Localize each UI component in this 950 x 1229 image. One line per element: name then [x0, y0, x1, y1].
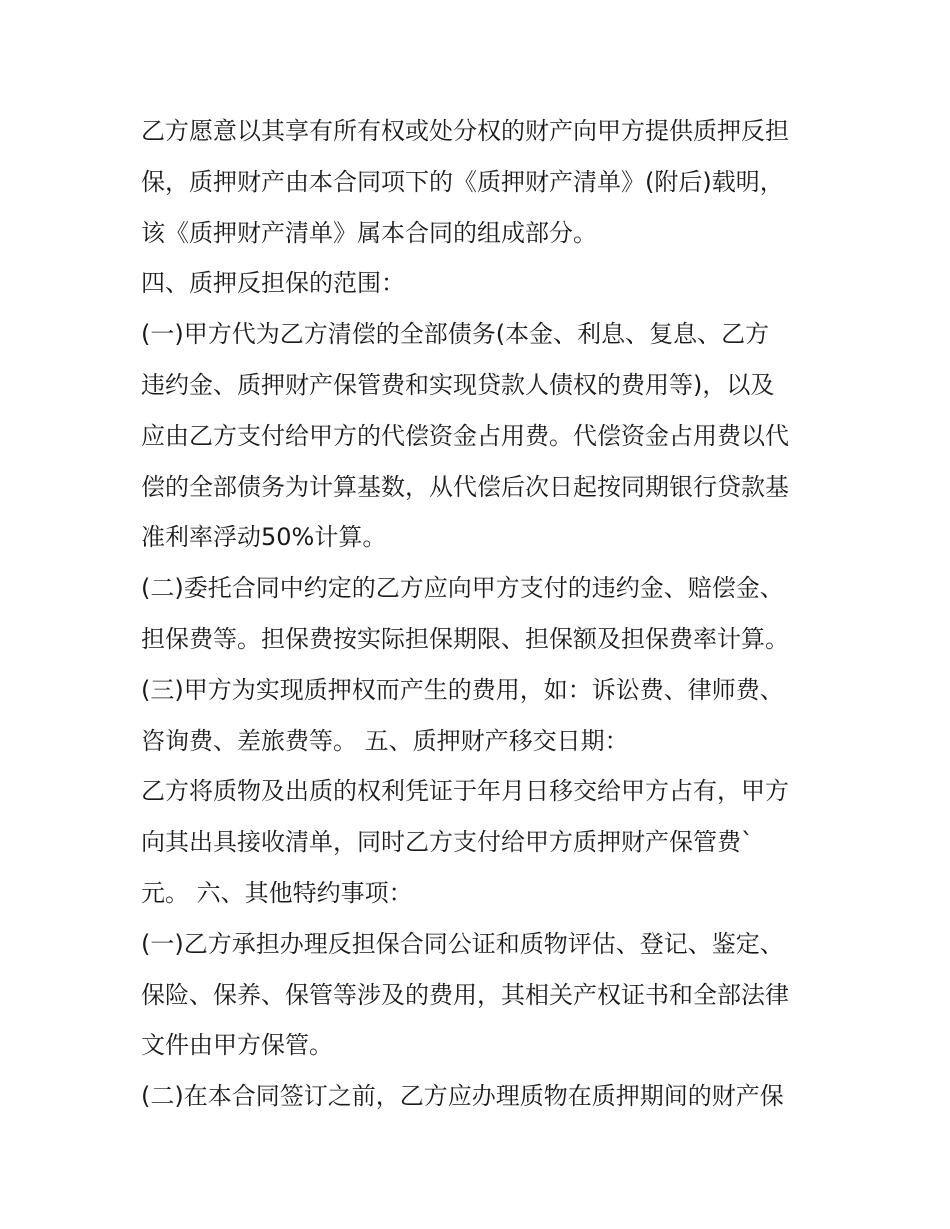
text-line-7: 应由乙方支付给甲方的代偿资金占用费。代偿资金占用费以代: [141, 421, 789, 450]
text-line-19: 文件由甲方保管。: [141, 1031, 333, 1060]
text-line-12: (三)甲方为实现质押权而产生的费用，如：诉讼费、律师费、: [141, 675, 784, 704]
text-line-2: 保，质押财产由本合同项下的《质押财产清单》(附后)载明，: [141, 167, 784, 196]
text-line-3: 该《质押财产清单》属本合同的组成部分。: [141, 218, 597, 247]
text-line-16: 元。 六、其他特约事项：: [141, 878, 413, 907]
text-line-6: 违约金、质押财产保管费和实现贷款人债权的费用等)，以及: [141, 370, 775, 399]
text-line-13: 咨询费、差旅费等。 五、质押财产移交日期：: [141, 726, 629, 755]
text-line-11: 担保费等。担保费按实际担保期限、担保额及担保费率计算。: [141, 624, 789, 653]
section-heading-four: 四、质押反担保的范围：: [141, 269, 405, 298]
text-line-5: (一)甲方代为乙方清偿的全部债务(本金、利息、复息、乙方: [141, 320, 770, 349]
text-line-18: 保险、保养、保管等涉及的费用，其相关产权证书和全部法律: [141, 980, 789, 1009]
text-line-20: (二)在本合同签订之前，乙方应办理质物在质押期间的财产保: [141, 1082, 784, 1111]
text-line-1: 乙方愿意以其享有所有权或处分权的财产向甲方提供质押反担: [141, 117, 789, 145]
text-line-14: 乙方将质物及出质的权利凭证于年月日移交给甲方占有，甲方: [141, 777, 789, 806]
text-line-9: 准利率浮动50%计算。: [141, 523, 387, 552]
text-line-10: (二)委托合同中约定的乙方应向甲方支付的违约金、赔偿金、: [141, 574, 784, 603]
contract-text-body: [141, 106, 831, 1122]
text-line-8: 偿的全部债务为计算基数，从代偿后次日起按同期银行贷款基: [141, 472, 789, 501]
text-line-17: (一)乙方承担办理反担保合同公证和质物评估、登记、鉴定、: [141, 929, 784, 958]
text-line-15: 向其出具接收清单，同时乙方支付给甲方质押财产保管费`: [141, 828, 753, 857]
